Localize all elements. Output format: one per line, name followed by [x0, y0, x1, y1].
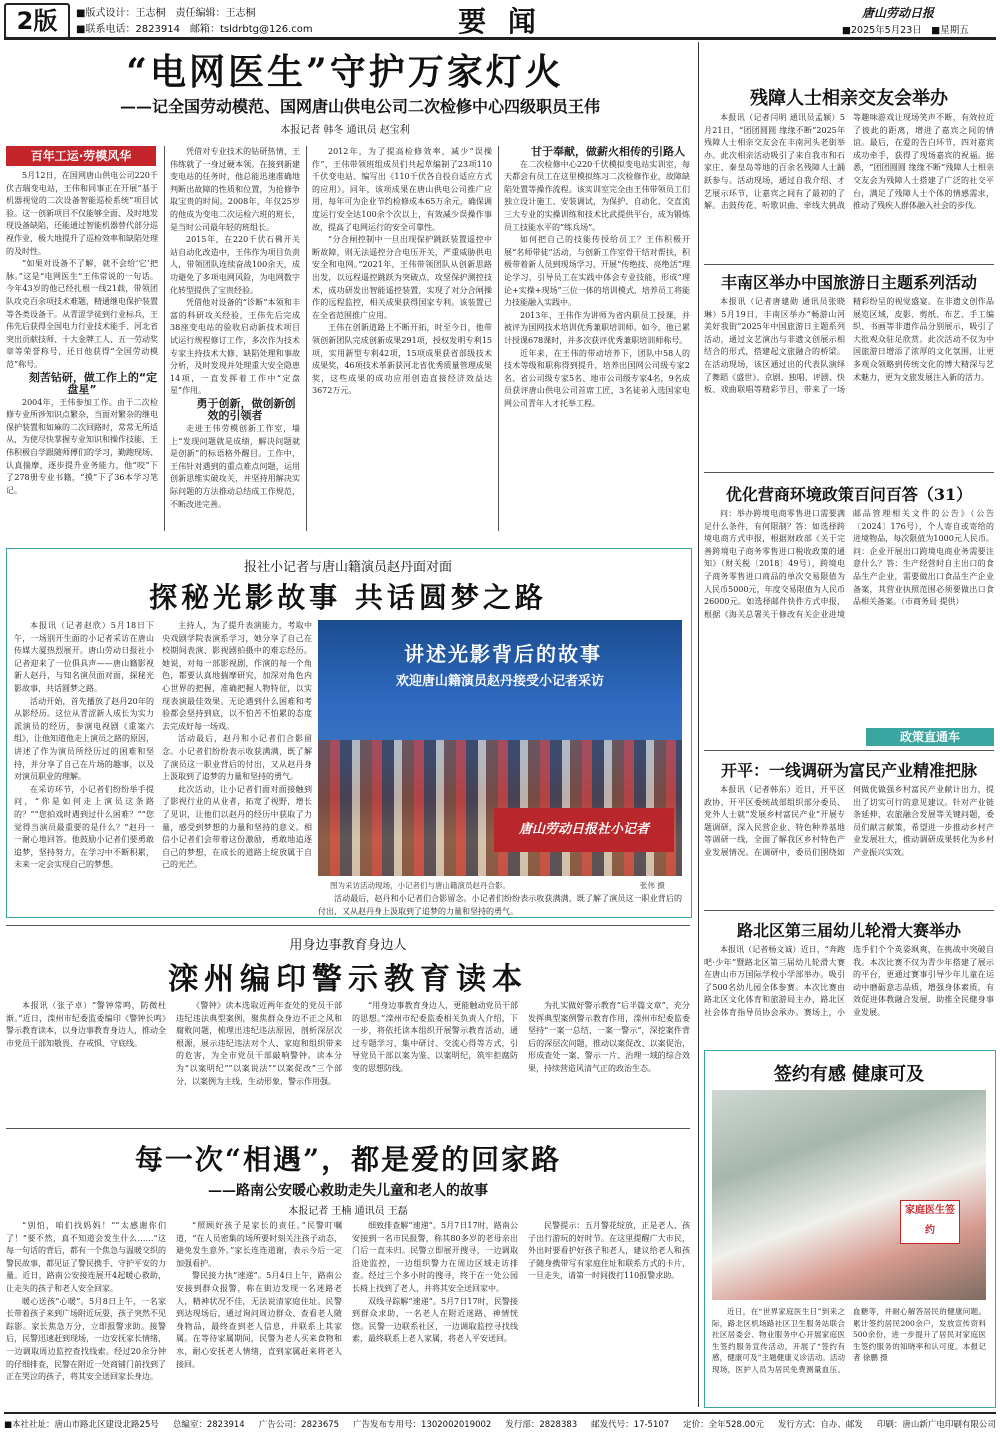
lead-subhead: 勇于创新，做创新创效的引领者: [196, 396, 296, 423]
header-rule: [4, 37, 996, 40]
mid2-para: “用身边事教育身边人，更能触动党员干部的思想。”滦州市纪委监委相关负责人介绍，下一步，将依托读本组织开展警示教育活动，通过专题学习、集中研讨、交流心得等方式，引导党员干部以案为鉴、以案明纪，筑牢拒腐防变的思想防线。: [352, 1001, 518, 1073]
mid2-para: 为扎实做好警示教育“后半篇文章”，充分发挥典型案例警示教育作用，滦州市纪委监委坚持“一案一总结、一案一警示”，深挖案件背后的深层次问题，推动以案促改、以案促治，形成查处一案、警示一片、治理一域的综合效果，持续营造风清气正的政治生态。: [528, 1001, 690, 1073]
lead-para: 凭借他对设备的“诊断”本领和丰富的科研攻关经验，王伟先后完成38座变电站的验收启动新技术项目试运行规程修订工作，多次作为技术专家主持技术大修、缺陷处理和事故分析，及时发现并处理重大安全隐患14项，一直发挥着工作中“定盘星”作用。: [170, 298, 300, 396]
footer-phone-distribution: 发行部：2828383: [505, 1420, 578, 1430]
right-a6-title: 签约有感 健康可及: [773, 1064, 925, 1085]
lead-para: 在二次检修中心220千伏模拟变电站实训室，每天都会有员工在这里模拟练习二次检修作业，故障缺陷处置等操作流程。该实训室完全由王伟带领员工们独立设计施工、安装调试，为保护、自动化、交直流三大专业的实操训练和技术比武提供平台，成为锻炼员工技能水平的“练兵场”。: [504, 159, 690, 232]
right-a5-title: 路北区第三届幼儿轮滑大赛举办: [736, 921, 961, 940]
feature-para: 本报讯（记者赵欣）5月18日下午，一场别开生面的小记者采访在唐山传媒大厦热烈展开。唐山劳动日报社小记者迎来了一位俱具声——唐山籍影视新人赵丹，与知名演员面对面，探秘光影故事，共话圆梦之路。: [14, 621, 154, 693]
feature-title: 探秘光影故事 共话圆梦之路: [149, 581, 547, 614]
right-a2-title: 丰南区举办中国旅游日主题系列活动: [720, 273, 977, 292]
masthead-logo: 唐山劳动日报: [862, 6, 935, 20]
mid2-col-1: [6, 1000, 166, 1120]
feature-photo: [318, 620, 682, 876]
right-a5-text: [704, 944, 994, 1044]
feature-photo-caption: 图为采访活动现场，小记者们与唐山籍演员赵丹合影。: [330, 881, 510, 890]
mid2-kicker: 用身边事教育身边人: [289, 938, 407, 953]
mid3-para: 暖心送孩“心暖”。5月8日上午，一名家长带着孩子来到广场附近玩耍，孩子突然不见踪影。家长焦急万分，立即报警求助。接警后，民警迅速赶到现场，一边安抚家长情绪，一边调取周边监控查找线索。经过20余分钟的仔细排查，民警在附近一处商铺门前找到了正在哭泣的孩子，将其安全送回家长身边。: [6, 1296, 166, 1382]
mid2-col-3: [352, 1000, 518, 1120]
footer-printer: 印刷：唐山新广电印刷有限公司: [876, 1420, 996, 1430]
right-a6-photo: [712, 1090, 986, 1300]
right-a2-text: [704, 296, 994, 468]
right-para: 本报讯（记者杨文诚）近日，“奔跑吧·少年”暨路北区第三届幼儿轮滑大赛在唐山市万国际学校小学部举办。吸引了500名幼儿园全体参赛。本次比赛由路北区文化体育和旅游局主办，路北区社会体育指导员协会承办。赛场上，小选手们个个英姿飒爽，在挑战中突破自我。本次比赛不仅为青少年搭建了展示的平台，更通过赛事引导少年儿童在运动中磨砺意志品质，增强身体素质，有效促进体教融合发展，助推全民健身事业发展。: [704, 945, 994, 1017]
issue-date: ■2025年5月23日 ■星期五: [842, 25, 969, 36]
column-tag: 百年工运·劳模风华: [6, 146, 156, 166]
right-para: 近日，在“世界家庭医生日”到来之际，路北区机场路社区卫生服务站联合社区居委会、物业服务中心开展家庭医生签约服务宣传活动，开展了“签约有感，健康可及”主题健康义诊活动。活动现场，医护人员为居民免费测量血压、血糖等，并耐心解答居民的健康问题。累计签约居民200余户，发放宣传资料500余份，进一步提升了居民对家庭医生签约服务的知晓率和认可度。本报记者 徐鹏 摄: [712, 1307, 986, 1374]
right-para: 本报讯（记者唐建勋 通讯员张晓琳）5月19日，丰南区举办“畅游山河 美好我街”2025年中国旅游日主题系列活动，通过文艺演出与非遗文创展示相结合的形式，搭建起文旅融合的桥梁。在活动现场，该区通过出的代表队演绎了舞蹈《盛世》、京剧、独唱、评剧、快板、戏曲联唱等精彩节目，带来了一场精彩纷呈的视觉盛宴。在非遗文创作品展览区域，皮影、剪纸、布艺、手工编织、书画等非遗作品分别展示，吸引了大批观众驻足欣赏。此次活动不仅为中国旅游日增添了浓厚的文化氛围，让更多观众领略到传统文化的博大精深与艺术魅力，更为文旅发展注入新的活力。: [704, 297, 994, 395]
mid3-col-4: [528, 1220, 690, 1405]
mid3-byline: 本报记者 王楠 通讯员 王磊: [288, 1206, 408, 1217]
mid3-title: 每一次“相遇”，都是爱的回家路: [134, 1143, 562, 1176]
lead-para: 凭借对专业技术的钻研热情，王伟练就了一身过硬本领。在接到新建变电站的任务时，他总能迅速准确地判断出故障的性质和位置，为抢修争取宝贵的时间。2008年，年仅25岁的他成为变电二次运检六班的班长，是当时公司最年轻的班组长。: [170, 147, 300, 232]
feature-kicker: 报社小记者与唐山籍演员赵丹面对面: [243, 560, 452, 575]
lead-col-2: [170, 146, 300, 530]
lead-para: 2004年，王伟参加工作。由于二次检修专业所涉知识点繁杂，当面对繁杂的继电保护装置和如麻的二次回路时，常常无所适从，为使尽快掌握专业知识和操作技能，王伟积极自学跟随师傅们的学习，勤跑现场、认真揣摩，逐步提升业务能力，他“咬”下了278册专业书籍，“摸”下了36本学习笔记。: [6, 397, 158, 495]
lead-subhead: 甘于奉献，做薪火相传的引路人: [531, 146, 685, 158]
right-a3-text: [704, 508, 994, 728]
section-title: 要 闻: [458, 5, 542, 38]
right-a1-text: [704, 112, 994, 260]
lead-para: 5月12日，在国网唐山供电公司220千伏吉瑞变电站，王伟和同事正在开展“基于机器视觉的二次设备智能巡检系统”项目试验。这一创新项目不仅能够全面、及时地发现设备缺陷，还能通过智能机器替代部分巡视作业，极大地提升了巡检效率和缺陷处理的及时性。: [6, 171, 158, 256]
right-a6-text: [712, 1306, 986, 1402]
mid3-para: 民警提示：五月警花绽放，正是老人、孩子出行游玩的好时节。在这里提醒广大市民，外出时要看护好孩子和老人，建议给老人和孩子随身携带写有家庭住址和联系方式的卡片，一旦走失，请第一时间拨打110报警求助。: [528, 1221, 690, 1281]
lead-col-3: [312, 146, 492, 530]
feature-photographer: 张伟 摄: [640, 881, 665, 890]
photo-screen-banner: 讲述光影背后的故事: [404, 642, 602, 666]
feature-col-3: [318, 893, 682, 915]
footer-phone-ad: 广告公司：2823675: [258, 1420, 340, 1430]
mid3-para: 细致排查解“速递”。5月7日17时，路南公安接到一名市民报警，称其80多岁的老母亲出门后一直未归。民警立即展开搜寻，一边调取沿途监控，一边组织警力在周边区域走访排查。经过三个多小时的搜寻，终于在一处公园长椅上找到了老人，并将其安全送回家中。: [352, 1221, 518, 1293]
mid2-col-4: [528, 1000, 690, 1120]
lead-col-4: [504, 146, 690, 530]
lead-para: 2013年，王伟作为讲师为省内职员工授课，并被评为国网技术培训优秀兼职培训师。如今，他已累计授课678课时，并多次获评优秀兼职培训师称号。: [504, 310, 690, 345]
lead-title: “电网医生”守护万家灯火: [126, 51, 564, 93]
lead-subhead: 刻苦钻研，做工作上的“定盘星”: [28, 370, 158, 397]
lead-para: 2015年，在220千伏石佛开关站自动化改造中，王伟作为项目负责人，带领团队连续奋战100余天，成功避免了多项电网风险，为电网数字化转型提供了宝贵经验。: [170, 235, 300, 295]
footer: [4, 1418, 996, 1434]
footer-phone-ad-line: 广告发布专用号：1302002019002: [353, 1420, 492, 1430]
right-para: 本报讯（记者闫明 通讯员孟颖）5月21日，“团团圆圆 缘缘不断”2025年残障人士相亲交友会在丰南河头老街举办。此次相亲活动吸引了来自我市和石家庄、秦皇岛等地的百余名残障人士踊跃参与。活动现场，通过自我介绍、才艺展示环节，让嘉宾之间有了最初的了解。击鼓传花、听歌识曲、牵线大挑战等趣味游戏让现场笑声不断，有效拉近了彼此的距离，增进了嘉宾之间的情谊。最后，在爱的告白环节，四对嘉宾成功牵手，获得了现场嘉宾的祝福。据悉，“团团圆圆 缘缘不断”残障人士相亲交友会为残障人士搭建了广泛的社交平台，满足了残障人士个体的情感需求，推动了残疾人群体融入社会的步伐。: [704, 113, 994, 211]
lead-subtitle: ——记全国劳动模范、国网唐山供电公司二次检修中心四级职员王伟: [119, 97, 600, 116]
mid2-title: 滦州编印警示教育读本: [168, 962, 528, 997]
mid3-para: 警民接力执“速递”。5月4日上午，路南公安接到群众报警，称在街边发现一名迷路老人，精神状况不佳，无法说清家庭住址。民警到达现场后，通过询问周边群众、查看老人随身物品，最终查到老人信息，并联系上其家属。在等待家属期间，民警为老人买来食物和水，耐心安抚老人情绪，直到家属赶来将老人接回。: [176, 1271, 342, 1369]
mid3-col-2: [176, 1220, 342, 1405]
feature-col-1: [14, 620, 154, 910]
lead-para: “如果对设备不了解，就不会给‘它’把脉。”这是“电网医生”王伟常说的一句话。今年43岁的他已经扎根一线21载，带领团队攻克百余项技术难题，精通继电保护装置等各类设备干。从青涩学徒到行业标兵，王伟先后获得全国电力行业技术能手、河北省突出贡献技师、十大金牌工人、五一劳动奖章等荣誉称号，还日他获得“全国劳动模范”称号。: [6, 259, 158, 369]
photo-sign-board: 家庭医生签约: [900, 1200, 960, 1244]
mid3-para: “别怕，咱们找妈妈！”“太感谢你们了！”要不然，真不知道会发生什么……”这每一句话的背后，都有一个焦急与温暖交织的警民故事，都见证了警民携手、守护平安的力量。近日，路南公安接连展开4起暖心救助，让走失的孩子和老人安全回家。: [6, 1221, 166, 1293]
lead-para: 近年来，在王伟的带动培养下，团队中58人的技术等级和职称得到提升，培养出国网公司级专家2名、省公司级专家5名、地市公司级专家4名，9名成员获评唐山供电公司首席工匠，3名徒弟入选国家电网公司青年人才托举工程。: [504, 348, 690, 408]
footer-subscribe: 发行方式：自办、邮发: [777, 1420, 863, 1430]
mid3-para: “照顾好孩子是家长的责任。”民警叮嘱道，“在人员密集的场所要时刻关注孩子动态，避免发生意外。”家长连连道谢，表示今后一定加强看护。: [176, 1221, 342, 1268]
feature-para: 活动最后，赵丹和小记者们合影留念。小记者们纷纷表示收获满满，既了解了演员这一职业背后的付出，又从赵丹身上汲取到了追梦的力量和坚持的勇气。: [318, 894, 682, 915]
lead-para: 如何把自己的技能传授给员工？王伟积极开展“名师带徒”活动，与创新工作室骨干结对帮扶，积极带着新人员到现场学习，开展“传绝技、亮绝活”理论学习，引导员工在实践中体会专业技能，形成“理论+实操+现场”三位一体的培训模式，培养员工将能力技能融入实践中。: [504, 235, 690, 308]
right-a1-title: 残障人士相亲交友会举办: [750, 88, 948, 109]
footer-price: 定价：全年528.00元: [683, 1420, 764, 1430]
right-a4-text: [704, 784, 994, 904]
right-a4-title: 开平：一线调研为富民产业精准把脉: [720, 761, 977, 780]
feature-para: 主持人，为了提升表演能力，考取中央戏剧学院表演系学习，她分享了自己在校期间表演、影视剧拍摄中的难忘经历。她说，对每一部影视剧，作演的每一个角色，都要认真地揣摩研究，加深对角色内心世界的把握，准确把握人物特征，以实现表演最佳效果。无论遇到什么困难和考验都会坚持到底，以不怕苦不怕累的态度去完成好每一场戏。: [162, 621, 312, 731]
lead-para: 走进王伟劳模创新工作室，墙上“发现问题就是成绩，解决问题就是创新”的标语格外醒目。工作中，王伟针对遇到的重点难点问题，运用创新思维实破攻关，并坚持用解决实际问题的方法推动总结成工作规范，不断改进完善。: [170, 424, 300, 509]
mid3-col-1: [6, 1220, 166, 1405]
feature-para: 在采访环节，小记者们纷纷举手提问，“你是如何走上演员这条路的？”“您拍戏时遇到过什么困难？”“您觉得当演员最重要的是什么？”赵丹一一耐心地回答。他鼓励小记者们要勇敢追梦，坚持努力，在学习中不断积累，未来一定会实现自己的梦想。: [14, 784, 154, 870]
footer-postcode: 邮发代号：17-5107: [591, 1420, 670, 1430]
lead-para: “分合闸控制中一旦出现保护跳跃装置遥控中断故障，则无法遥控分合电压开关，严重威胁供电安全和电网。”2021年，王伟带领团队从创新思路出发，以远程遥控跳跃为突破点，攻坚保护测控技术，成功研发出智能遥控装置，实现了对分合闸操作的远程监控，相关成果获得国家专利。该装置已在全省范围推广应用。: [312, 235, 492, 320]
page-number: 2版: [4, 3, 70, 39]
lead-para: 2012年，为了提高检修效率，减少“误操作”，王伟带领班组成员们共起草编制了23项110千伏变电站、编写出《110千伏各自投自适应方式的应用》。同年，该项成果在唐山供电公司推广应用，每年可为企业节约检修成本65万余元，确保调度运行安全达100余个次以上，有效减少误操作事故，提高了电网运行的安全可靠性。: [312, 147, 492, 232]
feature-para: 此次活动，让小记者们面对面接触到了影视行业的从业者，拓宽了视野，增长了见识，让他们以赵丹的经历中获取了力量，感受到梦想的力量和坚持的意义。相信小记者们会带着这份激励，勇敢地追逐自己的梦想，在成长的道路上绽放属于自己的光芒。: [162, 784, 312, 870]
lead-col-1: [6, 170, 158, 530]
lead-para: 王伟在创新道路上不断开拓，时至今日，他带领创新团队完成创新成果291项，授权发明专利15项，实用新型专利42项，15项成果获省部级技术成果奖，46项技术革新获河北省优秀质量管理成果奖，这些成果的成功应用创造直接经济效益达3672万元。: [312, 323, 492, 396]
mid3-para: 双线寻踪解“速递”。5月7日17时，民警接到群众求助，一名老人在附近迷路，神情恍惚。民警一边联系社区，一边调取监控寻找线索，最终联系上老人家属，将老人平安送回。: [352, 1296, 518, 1344]
feature-para: 活动开始，首先播放了赵丹20年的从影经历。这位从青涩新人成长为实力派演员的经历，参演电视剧《重案六组》，让他知道他走上演员之路的原因，讲述了作为演员所经历过的困难和坚持，并分享了自己在片场的趣事，以及对演员职业的理解。: [14, 696, 154, 782]
mid2-para: 《警钟》读本选取近两年查处的党员干部违纪违法典型案例，聚焦群众身边不正之风和腐败问题，梳理出违纪违法原因，剖析深层次根源，展示违纪违法对个人、家庭和组织带来的危害，为全市党员干部敲响警钟。读本分为“以案明纪”“以案说法”“以案促改”三个部分，以案例为主线，生动形象，警示作用强。: [176, 1001, 342, 1086]
feature-para: 活动最后，赵丹和小记者们合影留念。小记者们纷纷表示收获满满，既了解了演员这一职业背后的付出，又从赵丹身上汲取到了追梦的力量和坚持的勇气。: [162, 734, 312, 782]
photo-screen-subbanner: 欢迎唐山籍演员赵丹接受小记者采访: [395, 674, 604, 689]
right-para: 问：举办跨境电商零售进口需要满足什么条件，有何限制？答：如选择跨境电商方式申报，根据财政部《关于完善跨境电子商务零售进口税收政策的通知》（财关税〔2018〕49号），跨境电子商务零售进口商品的单次交易限值为人民币5000元，年度交易限值为人民币26000元。如选择邮件快件方式申报，根据《海关总署关于修改有关企业进境邮品管理相关文件的公告》（公告〔2024〕176号），个人寄自或寄给的进境物品，每次限值为1000元人民币。问：企业开展出口跨境电商业务需要注意什么？答：生产经营时自主出口的食品生产企业，需要做出口食品生产企业备案，其营业执照范围必须要做出口食品相关备案。（市商务局 提供）: [704, 509, 994, 619]
design-credit: ■版式设计：王志桐 责任编辑：王志桐: [76, 8, 256, 19]
right-a3-title: 优化营商环境政策百问百答（31）: [725, 485, 973, 504]
lead-byline: 本报记者 韩冬 通讯员 赵宝利: [280, 125, 410, 136]
mid2-col-2: [176, 1000, 342, 1120]
feature-col-2: [162, 620, 312, 910]
contact-info: ■联系电话：2823914 邮箱：tsldrbtg@126.com: [76, 24, 313, 35]
mid2-para: 本报讯（张子卓）“警钟常鸣，防微杜渐。”近日，滦州市纪委监委编印《警钟长鸣》警示教育读本，以身边事教育身边人，推动全市党员干部知敬畏、存戒惧、守底线。: [6, 1001, 166, 1048]
right-para: 本报讯（记者韩东）近日，开平区政协、开平区委统战部组织部分委员、党外人士就“发展乡村富民产业”开展专题调研，深入民营企业、特色种养基地等调研一线，全面了解我区乡村特色产业发展情况。在调研中，委员们围绕如何做优做强乡村富民产业献计出力，提出了切实可行的意见建议。针对产业链条延伸、农旅融合发展等关键问题，委员们献言献策，希望进一步推动乡村产业发展壮大，推动调研成果转化为乡村产业振兴实效。: [704, 785, 994, 857]
policy-tag: 政策直通车: [866, 728, 994, 746]
footer-phone-editor: 总编室：2823914: [172, 1420, 245, 1430]
mid3-subtitle: ——路南公安暖心救助走失儿童和老人的故事: [208, 1183, 488, 1199]
footer-address: ■本社社址：唐山市路北区建设北路25号: [4, 1420, 159, 1430]
mid3-col-3: [352, 1220, 518, 1405]
photo-logo-box: 唐山劳动日报社小记者: [494, 808, 674, 852]
